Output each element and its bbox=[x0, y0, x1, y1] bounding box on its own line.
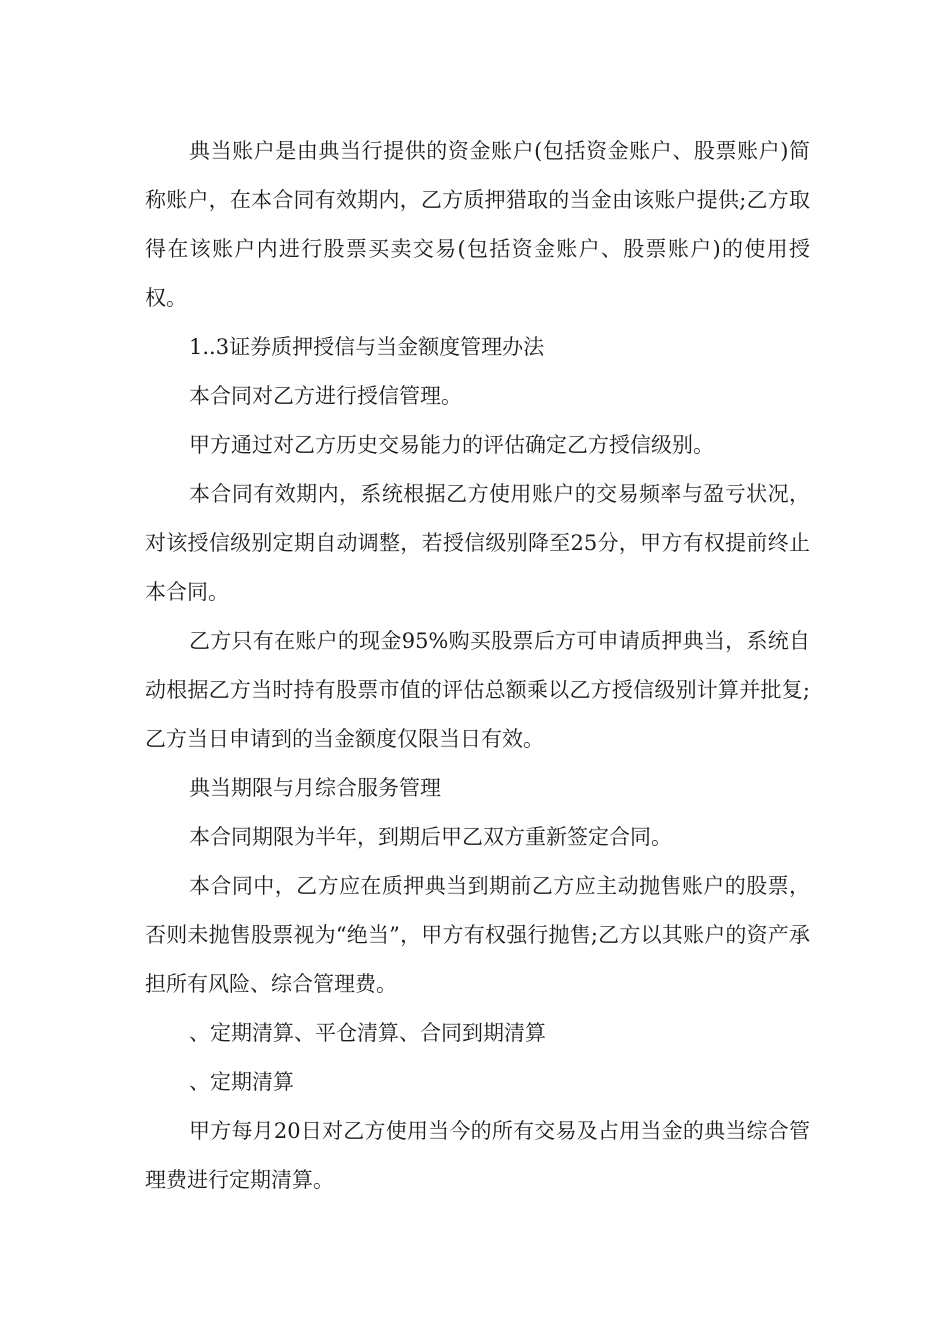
paragraph-credit-management: 本合同对乙方进行授信管理。 bbox=[189, 384, 462, 408]
section-heading-settlement: 、定期清算、平仓清算、合同到期清算 bbox=[189, 1021, 546, 1045]
paragraph-pledge-application: 乙方只有在账户的现金95%购买股票后方可申请质押典当，系统自动根据乙方当时持有股票市值的评估总额乘以乙方授信级别计算并批复;乙方当日申请到的当金额度仅限当日有效。 bbox=[145, 629, 810, 751]
section-heading-periodic-settlement: 、定期清算 bbox=[189, 1070, 294, 1094]
paragraph-periodic-settlement: 甲方每月20日对乙方使用当今的所有交易及占用当金的典当综合管理费进行定期清算。 bbox=[145, 1119, 810, 1192]
paragraph-credit-level: 甲方通过对乙方历史交易能力的评估确定乙方授信级别。 bbox=[189, 433, 714, 457]
section-heading-credit-management: 1..3证券质押授信与当金额度管理办法 bbox=[189, 335, 545, 359]
section-heading-pawn-term: 典当期限与月综合服务管理 bbox=[189, 776, 441, 800]
document-body bbox=[145, 127, 810, 1205]
paragraph-pawn-account: 典当账户是由典当行提供的资金账户(包括资金账户、股票账户)简称账户，在本合同有效期内，乙方质押猎取的当金由该账户提供;乙方取得在该账户内进行股票买卖交易(包括资金账户、股票账户)的使用授权。 bbox=[145, 139, 810, 310]
paragraph-credit-adjustment: 本合同有效期内，系统根据乙方使用账户的交易频率与盈亏状况，对该授信级别定期自动调整，若授信级别降至25分，甲方有权提前终止本合同。 bbox=[145, 482, 810, 604]
paragraph-contract-term: 本合同期限为半年，到期后甲乙双方重新签定合同。 bbox=[189, 825, 672, 849]
paragraph-forfeiture: 本合同中，乙方应在质押典当到期前乙方应主动抛售账户的股票，否则未抛售股票视为“绝当”，甲方有权强行抛售;乙方以其账户的资产承担所有风险、综合管理费。 bbox=[145, 874, 810, 996]
